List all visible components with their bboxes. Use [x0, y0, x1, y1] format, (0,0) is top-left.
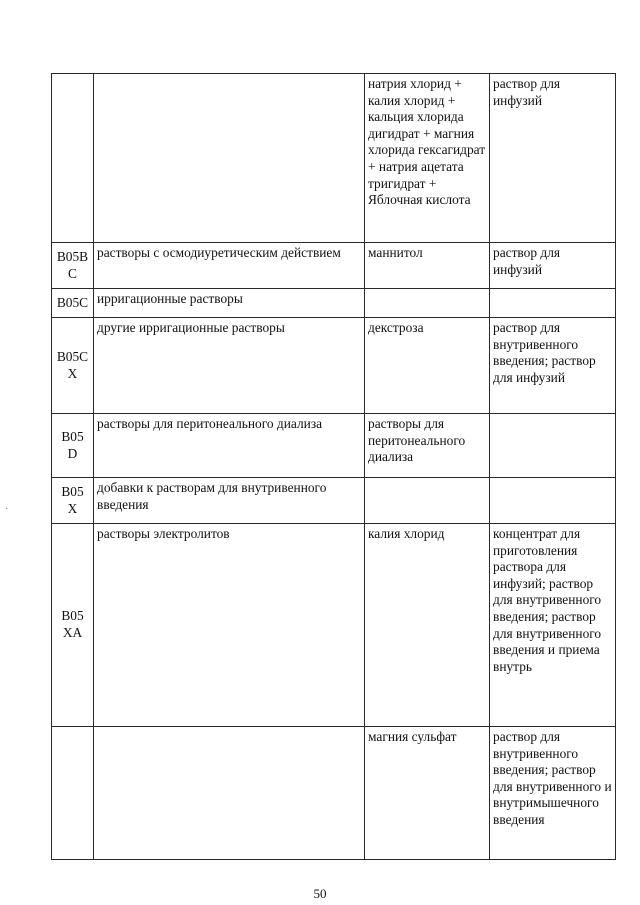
- table-row: [52, 524, 616, 727]
- drug-name-cell: [365, 478, 490, 524]
- dosage-form-cell: раствор для внутривенного введения; раствор для внутривенного и внутримышечного введения: [490, 727, 616, 860]
- group-name-cell: добавки к растворам для внутривенного введения: [94, 478, 365, 524]
- atc-code-cell: B05B C: [52, 243, 94, 289]
- group-name-cell: [94, 74, 365, 243]
- group-name-cell: [94, 727, 365, 860]
- group-name-cell: растворы для перитонеального диализа: [94, 414, 365, 478]
- table-row: [52, 414, 616, 478]
- table-row: [52, 289, 616, 318]
- table-row: [52, 727, 616, 860]
- page-number: 50: [313, 886, 327, 901]
- atc-code-cell: [52, 74, 94, 243]
- atc-code-cell: B05C X: [52, 318, 94, 414]
- group-name-cell: другие ирригационные растворы: [94, 318, 365, 414]
- drug-name-cell: [365, 289, 490, 318]
- drug-name-cell: натрия хлорид + калия хлорид + кальция хлорида дигидрат + магния хлорида гексагидрат + натрия ацетата тригидрат + Яблочная кислота: [365, 74, 490, 243]
- atc-code-cell: B05 X: [52, 478, 94, 524]
- table-row: [52, 243, 616, 289]
- dosage-form-cell: раствор для инфузий: [490, 243, 616, 289]
- margin-mark: ·: [5, 504, 9, 515]
- dosage-form-cell: [490, 289, 616, 318]
- group-name-cell: ирригационные растворы: [94, 289, 365, 318]
- drug-name-cell: растворы для перитонеального диализа: [365, 414, 490, 478]
- table-row: [52, 478, 616, 524]
- atc-code-cell: B05 XA: [52, 524, 94, 727]
- dosage-form-cell: раствор для внутривенного введения; раствор для инфузий: [490, 318, 616, 414]
- dosage-form-cell: [490, 478, 616, 524]
- group-name-cell: растворы с осмодиуретическим действием: [94, 243, 365, 289]
- group-name-cell: растворы электролитов: [94, 524, 365, 727]
- drug-name-cell: маннитол: [365, 243, 490, 289]
- drug-classification-table: [51, 73, 616, 860]
- atc-code-cell: B05 D: [52, 414, 94, 478]
- dosage-form-cell: [490, 414, 616, 478]
- atc-code-cell: B05C: [52, 289, 94, 318]
- dosage-form-cell: раствор для инфузий: [490, 74, 616, 243]
- table-row: [52, 74, 616, 243]
- drug-name-cell: декстроза: [365, 318, 490, 414]
- atc-code-cell: [52, 727, 94, 860]
- drug-name-cell: калия хлорид: [365, 524, 490, 727]
- table-row: [52, 318, 616, 414]
- drug-name-cell: магния сульфат: [365, 727, 490, 860]
- dosage-form-cell: концентрат для приготовления раствора для инфузий; раствор для внутривенного введения; раствор для внутривенного введения и приема внутрь: [490, 524, 616, 727]
